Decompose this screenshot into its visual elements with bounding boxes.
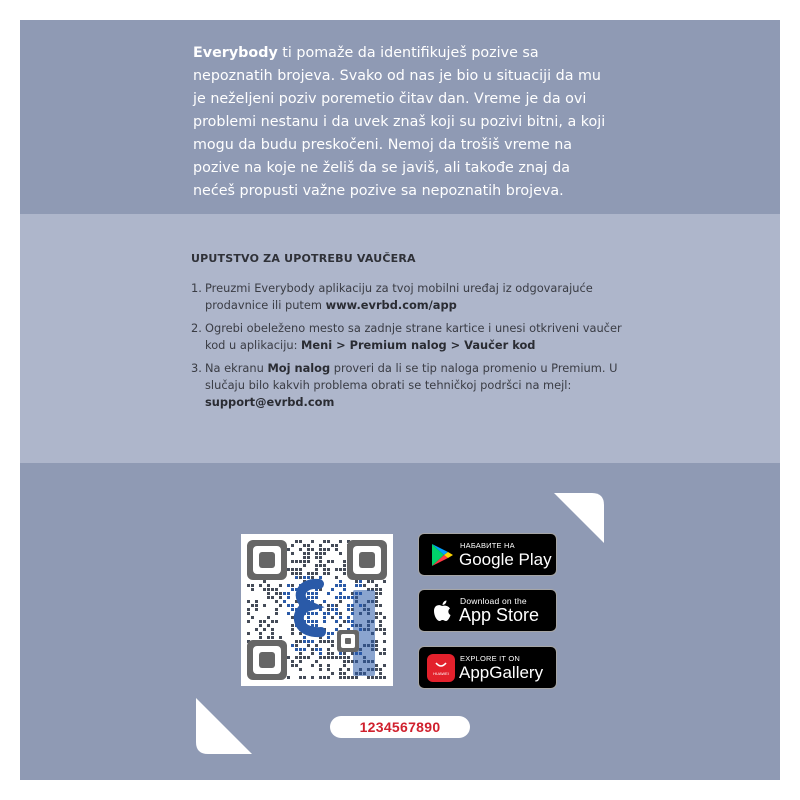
qr-code-graphic bbox=[241, 534, 393, 686]
step-text: Na ekranu bbox=[205, 361, 268, 375]
app-store-badge[interactable] bbox=[418, 589, 557, 632]
google-play-badge[interactable] bbox=[418, 533, 557, 576]
step-text: Preuzmi Everybody aplikaciju za tvoj mobilni uređaj iz odgovarajuće prodavnice ili putem bbox=[205, 281, 593, 312]
account-screen-name: Moj nalog bbox=[267, 361, 331, 375]
menu-path: Meni > Premium nalog > Vaučer kod bbox=[301, 338, 536, 352]
instruction-step-2 bbox=[191, 320, 631, 354]
voucher-card bbox=[20, 20, 780, 780]
step-number: 3. bbox=[191, 361, 202, 375]
google-play-label: Google Play bbox=[459, 550, 552, 569]
apple-icon bbox=[429, 598, 455, 624]
step-number: 1. bbox=[191, 281, 202, 295]
qr-code[interactable] bbox=[241, 534, 393, 686]
app-link[interactable]: www.evrbd.com/app bbox=[325, 298, 457, 312]
brand-name: Everybody bbox=[193, 45, 278, 61]
app-gallery-label: AppGallery bbox=[459, 663, 544, 682]
huawei-icon bbox=[427, 654, 455, 682]
huawei-icon-label: HUAWEI bbox=[433, 671, 449, 676]
corner-fold-top-right bbox=[554, 493, 604, 543]
instruction-step-3 bbox=[191, 360, 631, 411]
step-text: Ogrebi obeleženo mesto sa zadnje strane kartice i unesi otkriveni vaučer kod u aplikaciju: bbox=[205, 321, 622, 352]
step-text-tail: proveri da li se tip naloga promenio u Premium. U slučaju bilo kakvih problema obrati se tehničkoj podršci na mejl: bbox=[205, 361, 618, 392]
app-gallery-badge[interactable] bbox=[418, 646, 557, 689]
support-email-link[interactable]: support@evrbd.com bbox=[205, 395, 335, 409]
google-play-icon bbox=[429, 542, 455, 568]
google-play-small-text: НАБАВИТЕ НА bbox=[460, 541, 515, 550]
intro-paragraph bbox=[193, 42, 613, 203]
app-store-small-text: Download on the bbox=[460, 596, 527, 606]
app-store-label: App Store bbox=[459, 605, 540, 625]
instructions-list bbox=[191, 280, 631, 411]
corner-fold-bottom-left bbox=[196, 698, 252, 754]
voucher-code: 1234567890 bbox=[330, 716, 470, 738]
step-number: 2. bbox=[191, 321, 202, 335]
instructions-section bbox=[191, 252, 631, 417]
intro-text: ti pomaže da identifikuješ pozive sa nepoznatih brojeva. Svako od nas je bio u situaciji da mu je neželjeni poziv poremetio čitav dan. Vreme je da ovi problemi nestanu i da uvek znaš koji su pozivi bitni, a koji mogu da budu preskočeni. Nemoj da trošiš vreme na pozive na koje ne želiš da se javiš, ali takođe znaj da nećeš propusti važne pozive sa nepoznatih brojeva. bbox=[193, 45, 606, 199]
instructions-title: UPUTSTVO ZA UPOTREBU VAUČERA bbox=[191, 252, 416, 265]
instruction-step-1 bbox=[191, 280, 631, 314]
app-gallery-small-text: EXPLORE IT ON bbox=[460, 654, 520, 663]
